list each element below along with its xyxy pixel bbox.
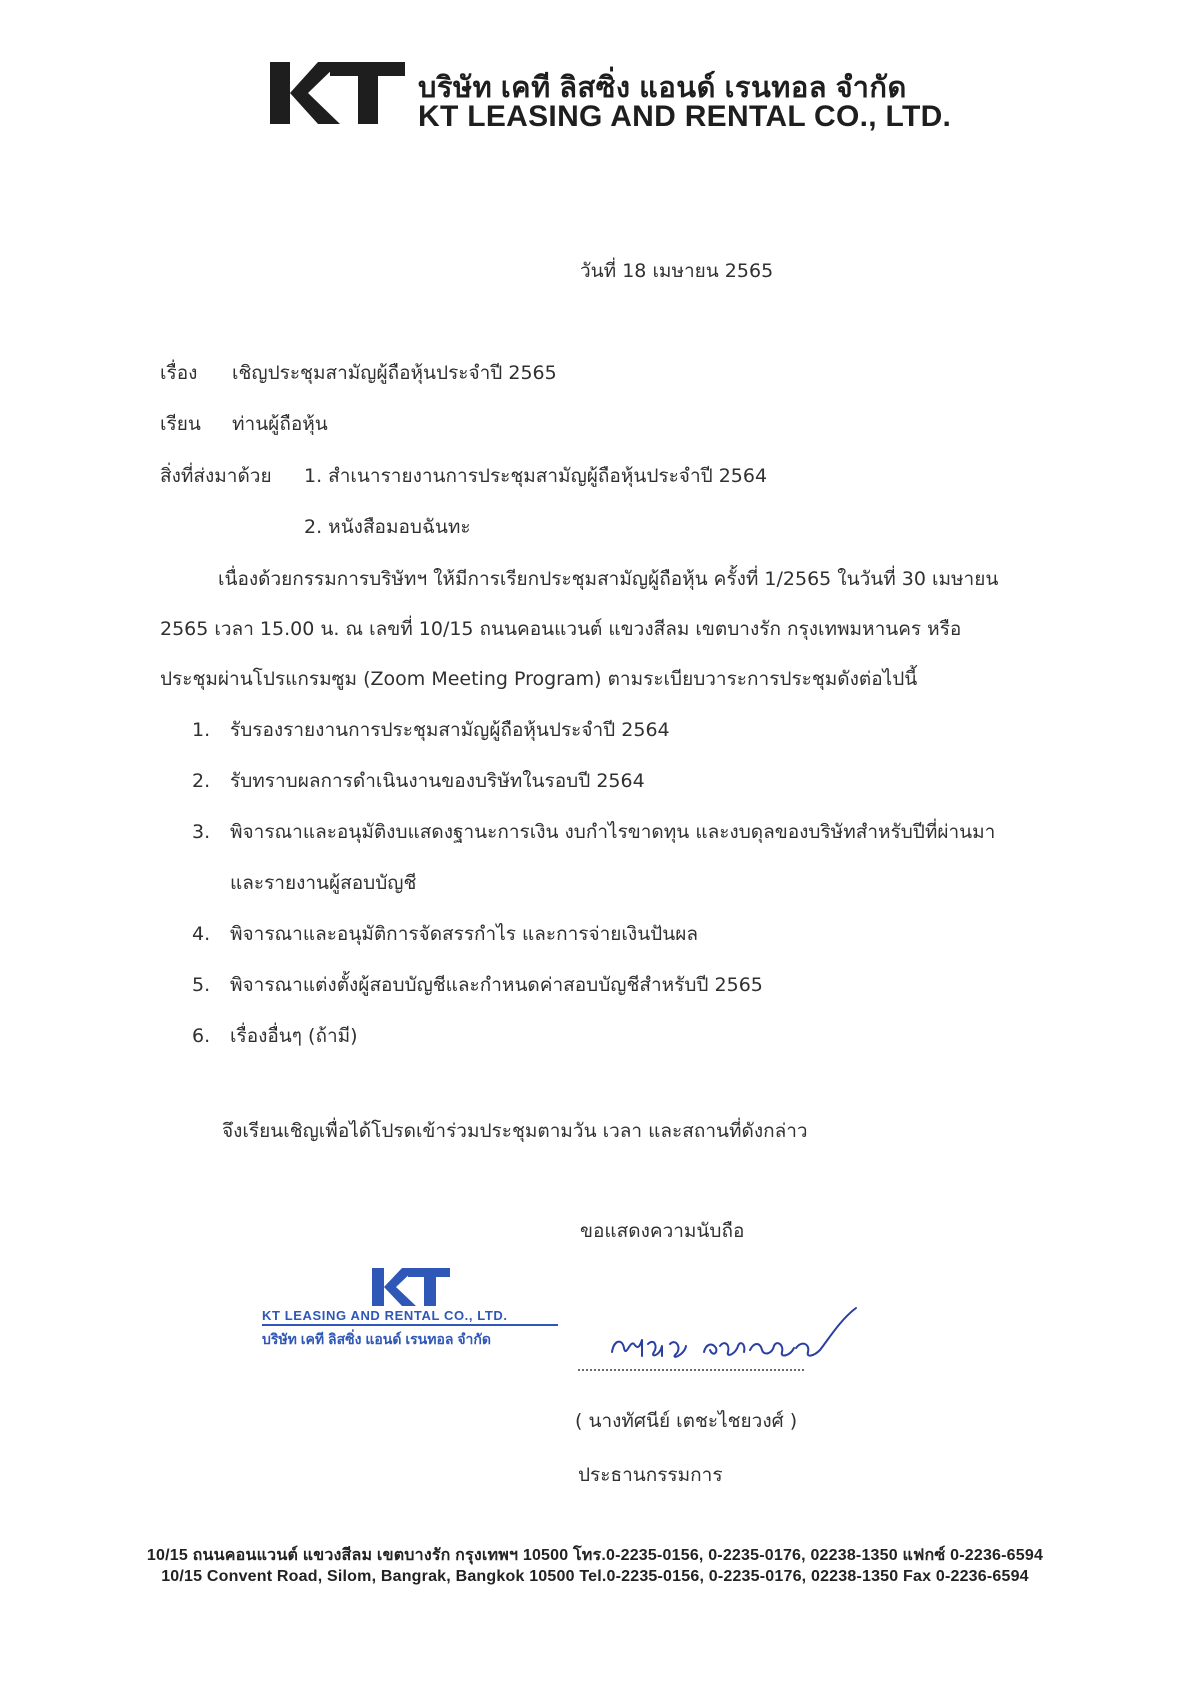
agenda-item-continued: และรายงานผู้สอบบัญชี [230, 872, 417, 894]
agenda-item: เรื่องอื่นๆ (ถ้ามี) [230, 1025, 358, 1047]
kt-logo [270, 62, 405, 124]
enclosures-label: สิ่งที่ส่งมาด้วย [160, 465, 272, 487]
enclosure-item: 1. สำเนารายงานการประชุมสามัญผู้ถือหุ้นประจำปี 2564 [304, 465, 768, 487]
body-line: ประชุมผ่านโปรแกรมซูม (Zoom Meeting Program) ตามระเบียบวาระการประชุมดังต่อไปนี้ [160, 668, 918, 690]
signature-line [578, 1369, 804, 1371]
agenda-number: 4. [192, 923, 211, 945]
signer-title: ประธานกรรมการ [578, 1464, 723, 1486]
body-line: 2565 เวลา 15.00 น. ณ เลขที่ 10/15 ถนนคอนแวนต์ แขวงสีลม เขตบางรัก กรุงเทพมหานคร หรือ [160, 618, 962, 640]
agenda-number: 6. [192, 1025, 211, 1047]
company-name-th: บริษัท เคที ลิสซิ่ง แอนด์ เรนทอล จำกัด [418, 72, 907, 104]
agenda-number: 2. [192, 770, 211, 792]
stamp-company-en: KT LEASING AND RENTAL CO., LTD. [262, 1308, 558, 1326]
body-line: เนื่องด้วยกรรมการบริษัทฯ ให้มีการเรียกประชุมสามัญผู้ถือหุ้น ครั้งที่ 1/2565 ในวันที่ 30 เมษายน [218, 568, 999, 590]
agenda-item: พิจารณาและอนุมัติการจัดสรรกำไร และการจ่ายเงินปันผล [230, 923, 699, 945]
agenda-item: รับทราบผลการดำเนินงานของบริษัทในรอบปี 2564 [230, 770, 645, 792]
subject-label: เรื่อง [160, 362, 198, 384]
to-text: ท่านผู้ถือหุ้น [232, 413, 328, 435]
subject-text: เชิญประชุมสามัญผู้ถือหุ้นประจำปี 2565 [232, 362, 557, 384]
stamp-logo [372, 1268, 450, 1306]
enclosure-item: 2. หนังสือมอบฉันทะ [304, 516, 471, 538]
to-label: เรียน [160, 413, 201, 435]
regards-text: ขอแสดงความนับถือ [580, 1220, 745, 1242]
agenda-number: 5. [192, 974, 211, 996]
date-line: วันที่ 18 เมษายน 2565 [580, 260, 774, 282]
footer-address-en: 10/15 Convent Road, Silom, Bangrak, Bangkok 10500 Tel.0-2235-0156, 0-2235-0176, 02238-1350 Fax 0-2236-6594 [161, 1568, 1029, 1585]
handwritten-signature [600, 1300, 870, 1370]
agenda-number: 3. [192, 821, 211, 843]
agenda-item: พิจารณาและอนุมัติงบแสดงฐานะการเงิน งบกำไรขาดทุน และงบดุลของบริษัทสำหรับปีที่ผ่านมา [230, 821, 996, 843]
footer-address-th: 10/15 ถนนคอนแวนต์ แขวงสีลม เขตบางรัก กรุงเทพฯ 10500 โทร.0-2235-0156, 0-2235-0176, 02238-1350 แฟกซ์ 0-2236-6594 [146, 1547, 1044, 1564]
agenda-item: พิจารณาแต่งตั้งผู้สอบบัญชีและกำหนดค่าสอบบัญชีสำหรับปี 2565 [230, 974, 763, 996]
closing-text: จึงเรียนเชิญเพื่อได้โปรดเข้าร่วมประชุมตามวัน เวลา และสถานที่ดังกล่าว [222, 1120, 808, 1142]
stamp-company-th: บริษัท เคที ลิสซิ่ง แอนด์ เรนทอล จำกัด [262, 1331, 491, 1347]
agenda-number: 1. [192, 719, 211, 741]
agenda-item: รับรองรายงานการประชุมสามัญผู้ถือหุ้นประจำปี 2564 [230, 719, 670, 741]
signer-name: ( นางทัศนีย์ เตชะไชยวงศ์ ) [575, 1410, 798, 1432]
company-name-en: KT LEASING AND RENTAL CO., LTD. [418, 100, 952, 133]
